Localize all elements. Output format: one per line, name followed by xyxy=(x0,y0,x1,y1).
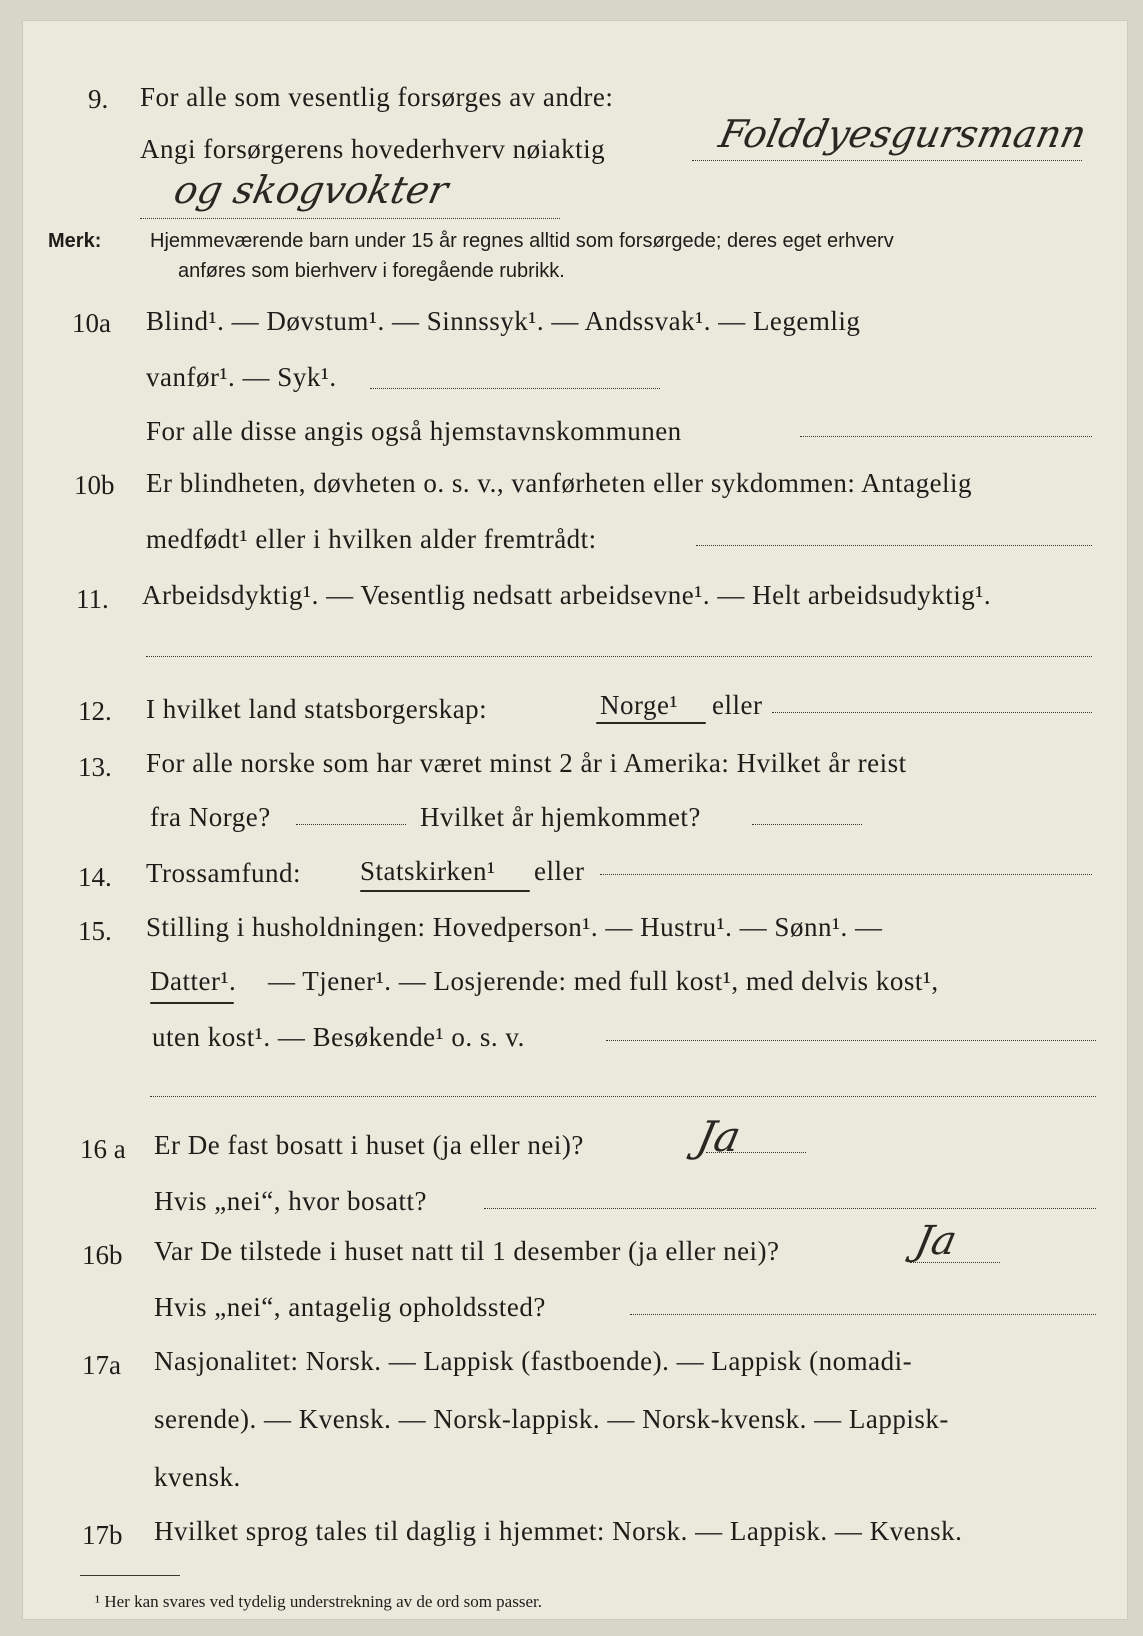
q9-number: 9. xyxy=(88,84,109,114)
q10a-number: 10a xyxy=(72,308,111,338)
q12-eller: eller xyxy=(712,690,763,720)
q16a-blank xyxy=(484,1208,1096,1209)
q12-text: I hvilket land statsborgerskap: xyxy=(146,694,488,724)
q15-line2b: — Tjener¹. — Losjerende: med full kost¹, med delvis kost¹, xyxy=(268,966,939,996)
q13-number: 13. xyxy=(78,752,112,782)
q10a-line3: For alle disse angis også hjemstavnskommunen xyxy=(146,416,682,446)
q10b-line2: medfødt¹ eller i hvilken alder fremtrådt: xyxy=(146,524,597,554)
q16a-line2: Hvis „nei“, hvor bosatt? xyxy=(154,1186,427,1216)
q14-text: Trossamfund: xyxy=(146,858,302,888)
footnote: ¹ Her kan svares ved tydelig understrekning av de ord som passer. xyxy=(95,1592,542,1611)
q16b-handwritten-answer: Ja xyxy=(911,1218,961,1264)
q15-blank-2 xyxy=(150,1096,1096,1097)
q11-line1: Arbeidsdyktig¹. — Vesentlig nedsatt arbeidsevne¹. — Helt arbeidsudyktig¹. xyxy=(142,580,992,610)
q14-blank xyxy=(600,874,1092,875)
q9-answer-line-2 xyxy=(140,218,560,219)
q15-blank xyxy=(606,1040,1096,1041)
q13-line2b: Hvilket år hjemkommet? xyxy=(420,802,701,832)
q10b-number: 10b xyxy=(74,470,115,500)
q16b-number: 16b xyxy=(82,1240,123,1270)
q15-number: 15. xyxy=(78,916,112,946)
q17b-line1: Hvilket sprog tales til daglig i hjemmet: Norsk. — Lappisk. — Kvensk. xyxy=(154,1516,963,1546)
q9-handwritten-answer: Folddyesgursmann xyxy=(715,112,1091,156)
q16a-handwritten-answer: Ja xyxy=(692,1112,746,1161)
q14-underline-mark xyxy=(360,890,530,892)
q16a-line1: Er De fast bosatt i huset (ja eller nei)? xyxy=(154,1130,584,1160)
merk-line2: anføres som bierhverv i foregående rubrikk. xyxy=(178,260,565,282)
q15-datter-option: Datter¹. xyxy=(150,966,237,996)
q10a-line2: vanfør¹. — Syk¹. xyxy=(146,362,337,392)
q9-line1: For alle som vesentlig forsørges av andre: xyxy=(140,82,614,112)
q17a-number: 17a xyxy=(82,1350,121,1380)
q13-line1: For alle norske som har været minst 2 år i Amerika: Hvilket år reist xyxy=(146,748,907,778)
q17b-number: 17b xyxy=(82,1520,123,1550)
q11-blank xyxy=(146,656,1092,657)
q13-blank-2 xyxy=(752,824,862,825)
merk-line1: Hjemmeværende barn under 15 år regnes alltid som forsørgede; deres eget erhverv xyxy=(150,230,894,252)
q13-line2a: fra Norge? xyxy=(150,802,271,832)
q12-blank xyxy=(772,712,1092,713)
q16b-line2: Hvis „nei“, antagelig opholdssted? xyxy=(154,1292,546,1322)
q12-underline-mark xyxy=(596,722,706,724)
q17a-line3: kvensk. xyxy=(154,1462,241,1492)
q14-eller: eller xyxy=(534,856,585,886)
q12-number: 12. xyxy=(78,696,112,726)
q16b-line1: Var De tilstede i huset natt til 1 desember (ja eller nei)? xyxy=(154,1236,780,1266)
q15-underline-mark xyxy=(150,1002,234,1004)
q9-answer-line xyxy=(692,160,1082,161)
q16a-number: 16 a xyxy=(80,1134,126,1164)
q10b-line1: Er blindheten, døvheten o. s. v., vanførheten eller sykdommen: Antagelig xyxy=(146,468,973,498)
q10a-line1: Blind¹. — Døvstum¹. — Sinnssyk¹. — Andssvak¹. — Legemlig xyxy=(146,306,861,336)
q9-line2: Angi forsørgerens hovederhverv nøiaktig xyxy=(140,134,606,164)
q15-line1: Stilling i husholdningen: Hovedperson¹. — Hustru¹. — Sønn¹. — xyxy=(146,912,883,942)
q17a-line2: serende). — Kvensk. — Norsk-lappisk. — Norsk-kvensk. — Lappisk- xyxy=(154,1404,949,1434)
q13-blank-1 xyxy=(296,824,406,825)
q16b-blank xyxy=(630,1314,1096,1315)
q14-number: 14. xyxy=(78,862,112,892)
footnote-rule xyxy=(80,1575,180,1576)
q17a-line1: Nasjonalitet: Norsk. — Lappisk (fastboende). — Lappisk (nomadi- xyxy=(154,1346,913,1376)
q14-statskirken-option: Statskirken¹ xyxy=(360,856,496,886)
q10b-blank xyxy=(696,545,1092,546)
q15-line3: uten kost¹. — Besøkende¹ o. s. v. xyxy=(152,1022,525,1052)
q9-handwritten-answer-2: og skogvokter xyxy=(170,168,452,212)
merk-label: Merk: xyxy=(48,230,102,252)
q11-number: 11. xyxy=(76,584,109,614)
q12-norge-option: Norge¹ xyxy=(600,690,679,720)
q10a-blank-2 xyxy=(800,436,1092,437)
q10a-blank xyxy=(370,388,660,389)
